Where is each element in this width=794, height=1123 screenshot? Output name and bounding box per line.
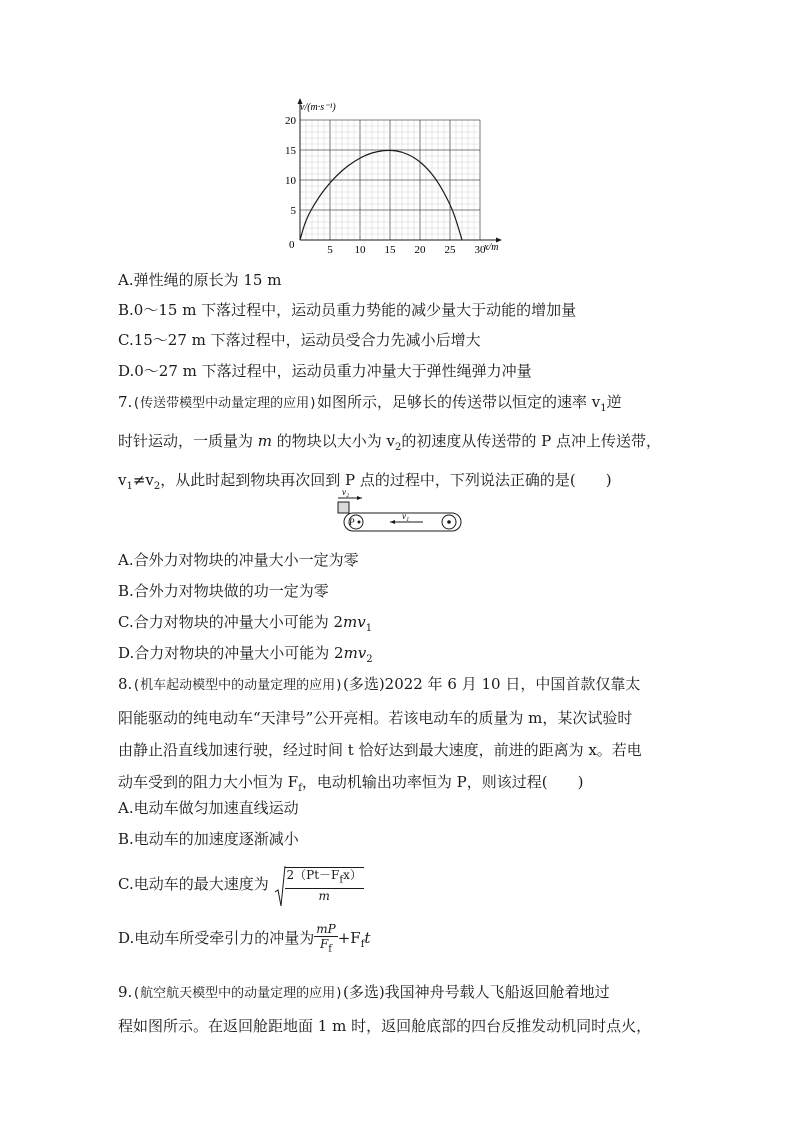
q7-stem-text-2b: 的物块以大小为 v bbox=[272, 432, 396, 450]
q8-option-c[interactable] bbox=[118, 862, 364, 908]
v2-arrowhead bbox=[357, 496, 362, 500]
q7-stem-line-2 bbox=[118, 425, 678, 464]
x-tick-label: 10 bbox=[354, 244, 366, 256]
conveyor-belt-figure bbox=[328, 486, 468, 538]
chart-series bbox=[300, 150, 462, 240]
q8-stem-line-1 bbox=[118, 668, 678, 702]
q8-number: 8. bbox=[118, 675, 133, 693]
fig-v2-label: v₂ bbox=[342, 487, 350, 497]
q6-option-d[interactable]: D.0～27 m 下落过程中，运动员重力冲量大于弹性绳弹力冲量 bbox=[118, 362, 532, 380]
q7-number: 7. bbox=[118, 393, 133, 411]
q8-option-d-numerator: mP bbox=[316, 921, 336, 936]
q8-stem-sub-4: f bbox=[298, 783, 302, 794]
q9-stem-line-2: 程如图所示。在返回舱距地面 1 m 时，返回舱底部的四台反推发动机同时点火， bbox=[118, 1017, 652, 1035]
q7-stem-end-1: 逆 bbox=[606, 393, 622, 411]
right-pulley-axle bbox=[447, 520, 451, 524]
q8-d-den-text: F bbox=[319, 936, 329, 951]
q9-stem bbox=[118, 976, 678, 1042]
x-tick-label: 20 bbox=[414, 244, 426, 256]
fig-p-label: P bbox=[349, 517, 355, 527]
block bbox=[338, 502, 349, 513]
q7-stem-text-3a: v bbox=[118, 471, 127, 489]
q7-stem-text-2c: 的初速度从传送带的 P 点冲上传送带， bbox=[401, 432, 662, 450]
q7-option-d-expr: mv bbox=[343, 644, 367, 662]
q8-option-d-end-sub: f bbox=[360, 939, 365, 950]
q8-c-num-sub: f bbox=[339, 874, 344, 886]
y-tick-label: 10 bbox=[285, 175, 296, 187]
left-pulley-axle bbox=[358, 521, 361, 524]
velocity-position-graph bbox=[280, 98, 520, 258]
y-axis-label: v/(m·s⁻¹) bbox=[300, 102, 336, 113]
q7-option-b[interactable]: B.合外力对物块做的功一定为零 bbox=[118, 582, 329, 600]
v1-arrowhead bbox=[390, 520, 395, 524]
q7-stem-mass: m bbox=[257, 432, 273, 450]
velocity-curve bbox=[300, 150, 462, 240]
q7-stem-text-3b: ≠v bbox=[132, 471, 154, 489]
q8-c-num-end: x） bbox=[343, 868, 362, 883]
q8-option-b[interactable]: B.电动车的加速度逐渐减小 bbox=[118, 830, 299, 848]
q8-stem-line-2: 阳能驱动的纯电动车“天津号”公开亮相。若该电动车的质量为 m，某次试验时 bbox=[118, 709, 633, 727]
y-tick-label: 15 bbox=[285, 145, 296, 157]
y-tick-label: 20 bbox=[285, 115, 296, 127]
q7-stem-text-3c: ，从此时起到物块再次回到 P 点的过程中，下列说法正确的是( ) bbox=[160, 471, 612, 489]
q7-option-c-expr: mv bbox=[343, 613, 366, 631]
q8-option-d-text: D.电动车所受牵引力的冲量为 bbox=[118, 929, 315, 947]
q8-d-den-sub: f bbox=[328, 943, 332, 955]
q8-option-d-fraction bbox=[314, 922, 337, 956]
fig-v1-label: v₁ bbox=[402, 511, 410, 521]
chart-grid bbox=[300, 120, 480, 240]
q7-tag: (传送带模型中动量定理的应用) bbox=[132, 396, 317, 411]
q8-stem-text-1: (多选)2022 年 6 月 10 日，中国首款仅靠太 bbox=[342, 675, 641, 693]
q7-stem-text-1: 如图所示，足够长的传送带以恒定的速率 v bbox=[316, 393, 601, 411]
x-axis-label: x/m bbox=[484, 242, 499, 253]
q8-option-c-text: C.电动车的最大速度为 bbox=[118, 875, 269, 893]
q7-option-d-sub: 2 bbox=[366, 654, 373, 665]
q7-option-c-text: C.合力对物块的冲量大小可能为 2 bbox=[118, 613, 344, 631]
q9-tag: (航空航天模型中的动量定理的应用) bbox=[132, 986, 343, 1001]
q7-stem-line-1 bbox=[118, 386, 678, 425]
q7-stem-sub-3b: 2 bbox=[153, 481, 161, 492]
q8-option-c-numerator bbox=[285, 868, 364, 888]
q8-option-d-end: +F bbox=[337, 929, 361, 947]
q9-stem-line-1 bbox=[118, 976, 678, 1010]
q6-option-b[interactable]: B.0～15 m 下落过程中，运动员重力势能的减少量大于动能的增加量 bbox=[118, 301, 577, 319]
q6-option-c[interactable]: C.15～27 m 下落过程中，运动员受合力先减小后增大 bbox=[118, 331, 481, 349]
q8-option-d-end-t: t bbox=[364, 929, 371, 947]
q7-stem-sub-1: 1 bbox=[600, 403, 607, 414]
q7-stem-sub-3a: 1 bbox=[126, 481, 133, 492]
q8-c-num-text: 2（Pt－F bbox=[286, 868, 340, 883]
x-tick-label: 25 bbox=[444, 244, 456, 256]
q8-option-d[interactable] bbox=[118, 918, 370, 965]
x-tick-label: 15 bbox=[384, 244, 396, 256]
q8-stem-line-3: 由静止沿直线加速行驶，经过时间 t 恰好达到最大速度，前进的距离为 x。若电 bbox=[118, 741, 642, 759]
q8-option-c-fraction bbox=[285, 867, 364, 902]
q7-option-c-sub: 1 bbox=[365, 623, 373, 634]
q7-stem-text-2a: 时针运动，一质量为 bbox=[118, 432, 258, 450]
q7-option-c[interactable] bbox=[118, 612, 372, 639]
q7-stem-sub-2: 2 bbox=[395, 442, 402, 453]
q8-option-a[interactable]: A.电动车做匀加速直线运动 bbox=[118, 799, 299, 817]
q8-option-c-denominator: m bbox=[318, 888, 330, 903]
q8-tag: (机车起动模型中的动量定理的应用) bbox=[132, 678, 343, 693]
q8-stem-text-4: 动车受到的阻力大小恒为 F bbox=[118, 773, 299, 791]
q8-stem bbox=[118, 668, 678, 805]
q7-option-d[interactable] bbox=[118, 643, 373, 670]
q6-option-a[interactable]: A.弹性绳的原长为 15 m bbox=[118, 271, 282, 289]
x-tick-label: 5 bbox=[327, 244, 333, 256]
q7-option-d-text: D.合力对物块的冲量大小可能为 2 bbox=[118, 644, 344, 662]
x-tick-label: 30 bbox=[474, 244, 486, 256]
q7-option-a[interactable]: A.合外力对物块的冲量大小一定为零 bbox=[118, 551, 359, 569]
q9-number: 9. bbox=[118, 983, 133, 1001]
origin-label: 0 bbox=[289, 239, 295, 251]
y-tick-label: 5 bbox=[290, 205, 296, 217]
q8-option-d-denominator bbox=[314, 937, 337, 956]
q9-stem-text-1: (多选)我国神舟号载人飞船返回舱着地过 bbox=[342, 983, 610, 1001]
q8-stem-end-4: ，电动机输出功率恒为 P，则该过程( ) bbox=[301, 773, 584, 791]
